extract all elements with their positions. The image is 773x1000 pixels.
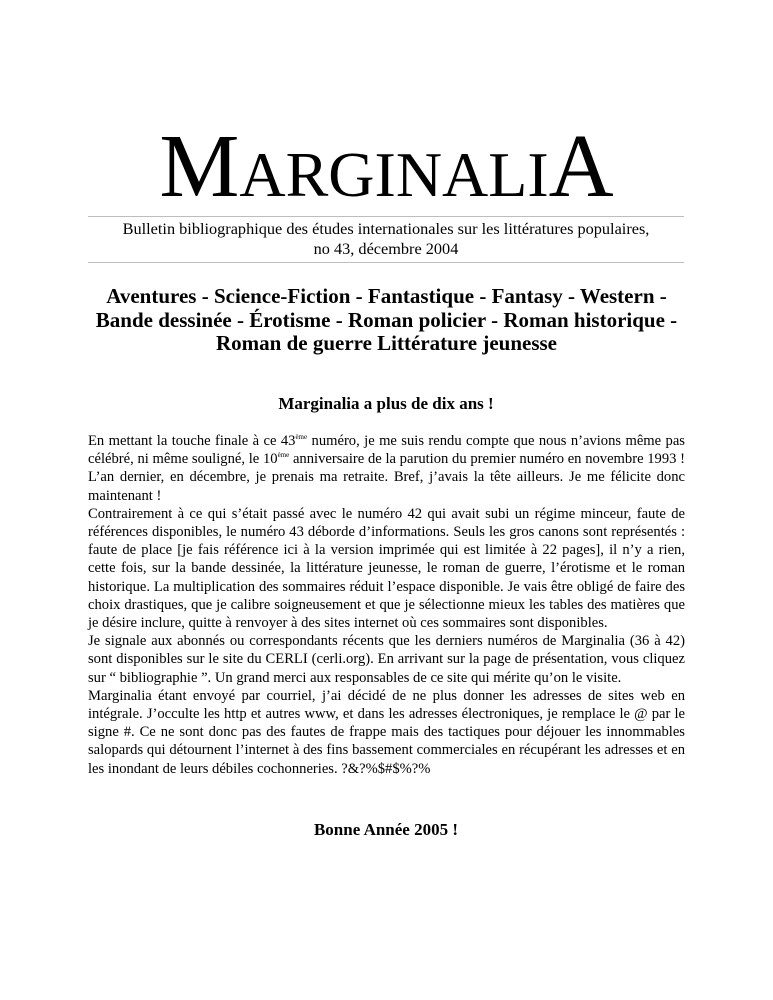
paragraph-3: Je signale aux abonnés ou correspondants récents que les derniers numéros de Marginalia (36 à 42) sont disponibles sur le site du CERLI (cerli.org). En arrivant sur la page de présentation, vous cliquez sur “ bibliographie ”. Un grand merci aux responsables de ce site qui mérite qu’on le visite. xyxy=(88,633,685,686)
closing-greeting: Bonne Année 2005 ! xyxy=(313,820,459,839)
subtitle-line-2: no 43, décembre 2004 xyxy=(313,239,459,258)
paragraph-1-part-c: anniversaire de la parution du premier numéro en novembre 1993 ! L’an dernier, en décembre, je prenais ma retraite. Bref, j’avais la tête ailleurs. Je me félicite donc maintenant ! xyxy=(88,451,686,504)
masthead-title xyxy=(0,117,773,216)
bottom-divider xyxy=(88,262,684,263)
genre-line-2: Bande dessinée - Érotisme - Roman policier - Roman historique - xyxy=(95,307,678,332)
paragraph-1 xyxy=(88,432,685,505)
paragraph-1-part-b: numéro, je me suis rendu compte que nous n’avions même pas célébré, ni même souligné, le 10 xyxy=(88,433,685,468)
paragraph-4: Marginalia étant envoyé par courriel, j’ai décidé de ne plus donner les adresses de sites web en intégrale. J’occulte les http et autres www, et dans les adresses électroniques, je remplace le @ par le signe #. Ce ne sont donc pas des fautes de frappe mais des tactiques pour déjouer les innommables salopards qui détournent l’internet à des fins bassement commerciales en récupérant les adresses et en les inondant de leurs débiles cochonneries. ?&?%$#$%?% xyxy=(88,687,685,777)
ordinal-suffix: ème xyxy=(295,433,308,441)
paragraph-2: Contrairement à ce qui s’était passé avec le numéro 42 qui avait subi un régime minceur, faute de références disponibles, le numéro 43 déborde d’informations. Seuls les gros canons sont représentés : faute de place [je fais référence ici à la version imprimée qui est limitée à 22 pages], il n’y a rien, cette fois, sur la bande dessinée, la littérature jeunesse, le roman de guerre, l’érotisme et le roman historique. La multiplication des sommaires réduit l’espace disponible. Je vais être obligé de faire des choix drastiques, que je calibre soigneusement et que je sélectionne mieux les tables des matières que je désire inclure, quitte à renvoyer à des sites internet où ces sommaires sont disponibles. xyxy=(88,505,685,632)
genre-line-3: Roman de guerre Littérature jeunesse xyxy=(216,331,557,355)
masthead-initial: M xyxy=(159,117,240,216)
editorial-body xyxy=(88,432,685,778)
top-divider xyxy=(88,216,684,217)
genre-list xyxy=(60,285,713,356)
ordinal-suffix: ème xyxy=(277,451,290,460)
masthead-final: A xyxy=(548,117,614,216)
paragraph-1-part-a: En mettant la touche finale à ce 43 xyxy=(88,433,296,449)
subtitle-line-1: Bulletin bibliographique des études internationales sur les littératures populaires, xyxy=(122,219,650,238)
bulletin-subtitle xyxy=(88,219,684,259)
masthead-middle: ARGINALI xyxy=(239,139,549,210)
genre-line-1: Aventures - Science-Fiction - Fantastique - Fantasy - Western - xyxy=(106,284,667,308)
editorial-title: Marginalia a plus de dix ans ! xyxy=(278,394,494,413)
